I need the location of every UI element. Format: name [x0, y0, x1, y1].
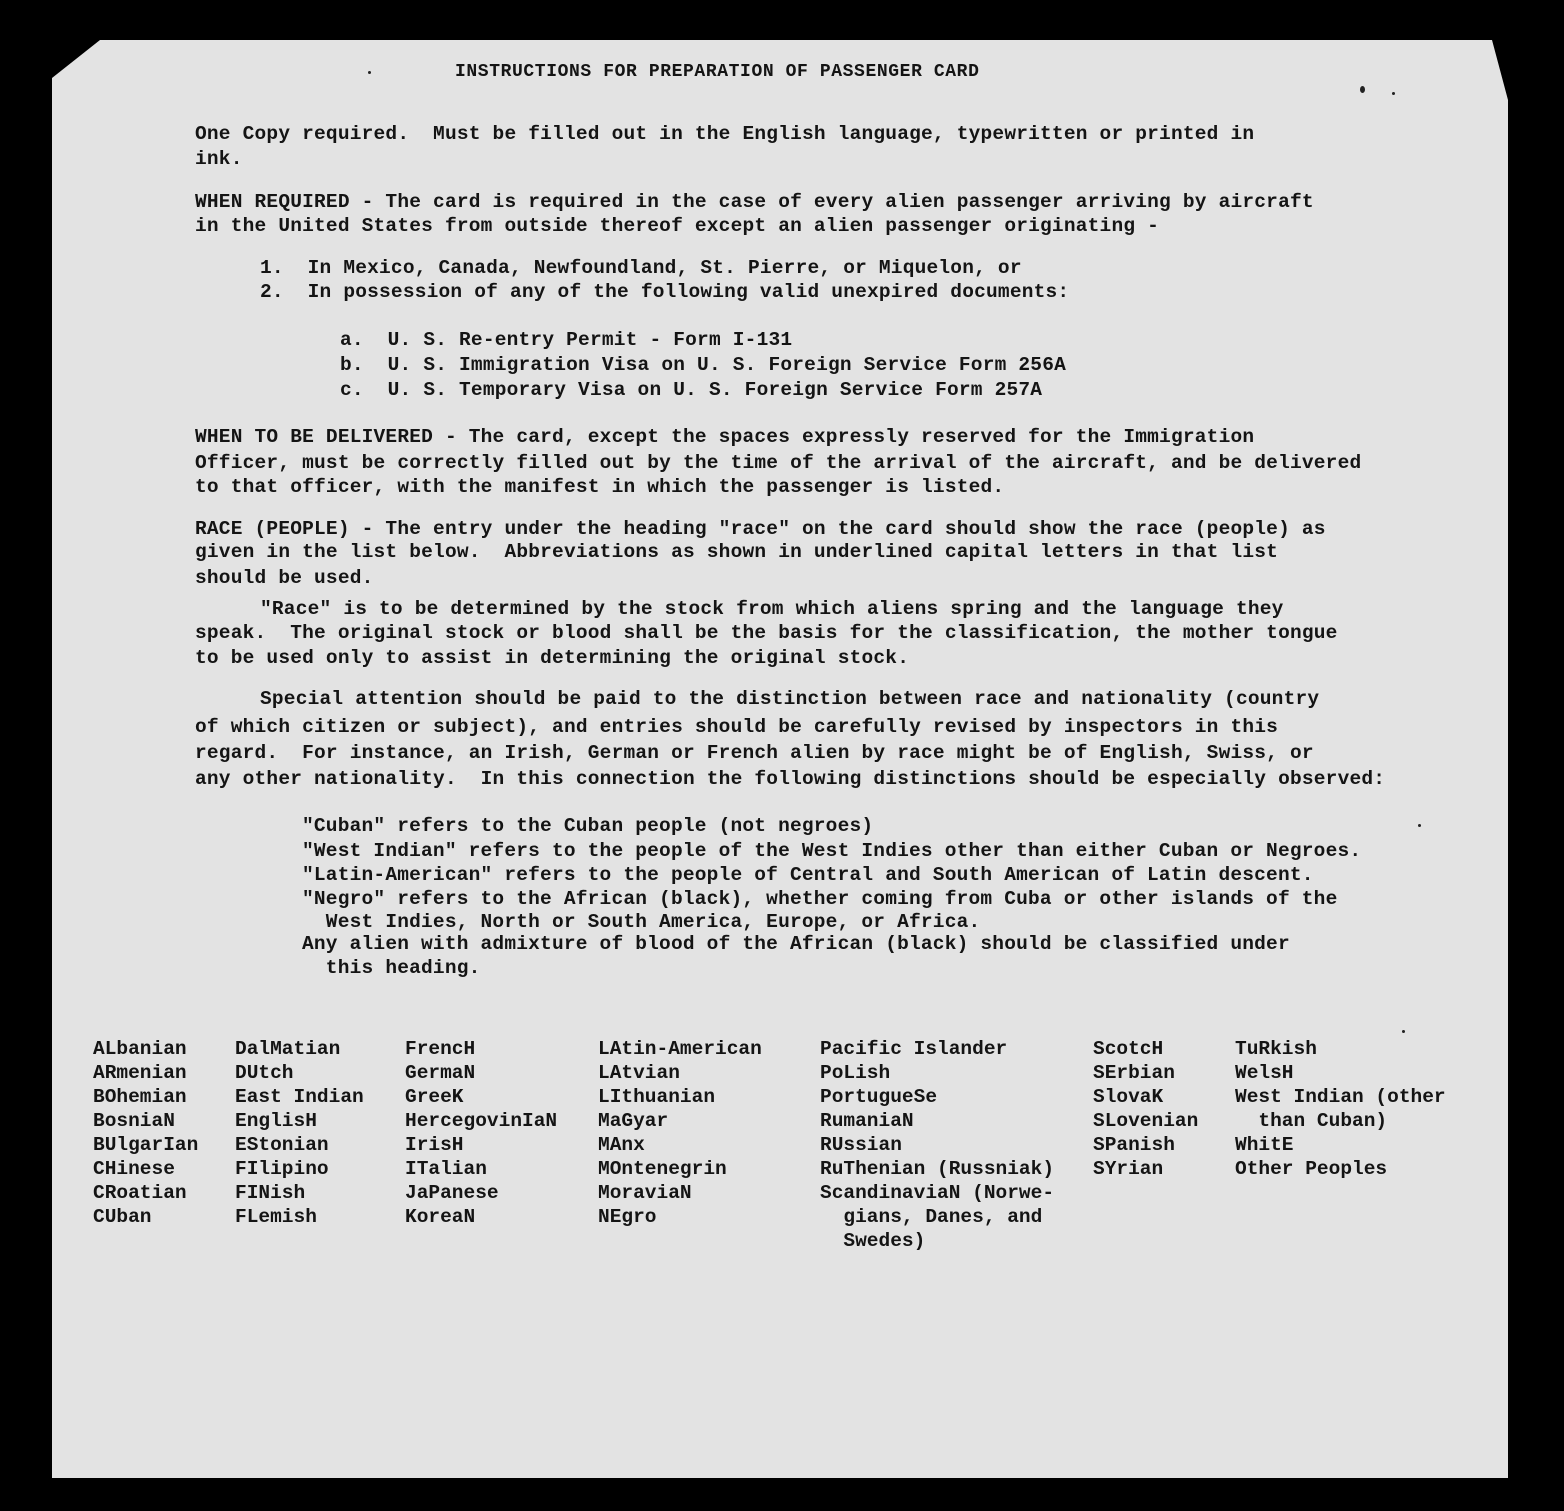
race-entry: SlovaK: [1093, 1086, 1164, 1108]
race-entry: EnglisH: [235, 1110, 317, 1132]
race-entry: SPanish: [1093, 1134, 1175, 1156]
race-list-column-6: [1093, 1037, 1198, 1181]
race-determined-line-3: to be used only to assist in determining the original stock.: [195, 647, 910, 669]
race-entry: EStonian: [235, 1134, 329, 1156]
special-attention-line-3: regard. For instance, an Irish, German or French alien by race might be of English, Swiss, or: [195, 742, 1314, 764]
originating-item-1: 1. In Mexico, Canada, Newfoundland, St. Pierre, or Miquelon, or: [260, 257, 1022, 279]
race-entry: Other Peoples: [1235, 1158, 1388, 1180]
distinction-line-1: "Cuban" refers to the Cuban people (not negroes): [302, 815, 874, 837]
race-entry: GermaN: [405, 1062, 476, 1084]
race-entry: BosniaN: [93, 1110, 175, 1132]
scan-speck: [1392, 92, 1395, 95]
distinction-line-2: "West Indian" refers to the people of the West Indies other than either Cuban or Negroes.: [302, 840, 1362, 862]
race-list-column-4: [598, 1037, 762, 1229]
race-line-1: RACE (PEOPLE) - The entry under the heading "race" on the card should show the race (people) as: [195, 518, 1326, 540]
race-entry: West Indian (other: [1235, 1086, 1446, 1108]
race-entry: ITalian: [405, 1158, 487, 1180]
race-entry: NEgro: [598, 1206, 657, 1228]
document-item-c: c. U. S. Temporary Visa on U. S. Foreign Service Form 257A: [340, 379, 1043, 401]
race-entry: RUssian: [820, 1134, 902, 1156]
race-entry: East Indian: [235, 1086, 364, 1108]
race-entry: MoraviaN: [598, 1182, 692, 1204]
race-entry: ScotcH: [1093, 1038, 1164, 1060]
race-entry: IrisH: [405, 1134, 464, 1156]
originating-item-2: 2. In possession of any of the following valid unexpired documents:: [260, 281, 1070, 303]
race-entry: SYrian: [1093, 1158, 1164, 1180]
document-item-a: a. U. S. Re-entry Permit - Form I-131: [340, 329, 793, 351]
race-entry: ALbanian: [93, 1038, 187, 1060]
race-entry: CRoatian: [93, 1182, 187, 1204]
race-entry: LAtin-American: [598, 1038, 762, 1060]
when-delivered-line-3: to that officer, with the manifest in which the passenger is listed.: [195, 476, 1005, 498]
race-list-column-3: [405, 1037, 557, 1229]
scan-speck: [1402, 1030, 1405, 1033]
when-required-line-2: in the United States from outside thereof except an alien passenger originating -: [195, 215, 1160, 237]
race-entry: Pacific Islander: [820, 1038, 1008, 1060]
race-entry: BOhemian: [93, 1086, 187, 1108]
intro-line-1: One Copy required. Must be filled out in the English language, typewritten or printed in: [195, 123, 1255, 145]
race-entry: JaPanese: [405, 1182, 499, 1204]
special-attention-line-4: any other nationality. In this connection the following distinctions should be especially observed:: [195, 768, 1386, 790]
race-list-column-2: [235, 1037, 364, 1229]
race-entry: Swedes): [820, 1230, 926, 1252]
when-required-line-1: WHEN REQUIRED - The card is required in the case of every alien passenger arriving by aircraft: [195, 191, 1314, 213]
race-entry: BUlgarIan: [93, 1134, 199, 1156]
scan-speck: [1360, 86, 1365, 93]
race-entry: DalMatian: [235, 1038, 341, 1060]
document-title: INSTRUCTIONS FOR PREPARATION OF PASSENGER CARD: [455, 62, 980, 82]
race-list-column-5: [820, 1037, 1054, 1253]
race-entry: ScandinaviaN (Norwe-: [820, 1182, 1055, 1204]
race-entry: MAnx: [598, 1134, 645, 1156]
race-determined-line-1: "Race" is to be determined by the stock from which aliens spring and the language they: [260, 598, 1284, 620]
race-entry: PoLish: [820, 1062, 891, 1084]
distinction-line-4: "Negro" refers to the African (black), whether coming from Cuba or other islands of the: [302, 888, 1338, 910]
race-entry: SErbian: [1093, 1062, 1175, 1084]
race-entry: ARmenian: [93, 1062, 187, 1084]
race-entry: FINish: [235, 1182, 306, 1204]
special-attention-line-2: of which citizen or subject), and entries should be carefully revised by inspectors in this: [195, 716, 1279, 738]
race-entry: MOntenegrin: [598, 1158, 727, 1180]
distinction-line-5: West Indies, North or South America, Europe, or Africa.: [302, 911, 981, 933]
race-entry: PortugueSe: [820, 1086, 938, 1108]
scan-speck: [1418, 824, 1421, 827]
race-entry: RumaniaN: [820, 1110, 914, 1132]
scan-speck: [368, 71, 371, 74]
race-entry: gians, Danes, and: [820, 1206, 1043, 1228]
intro-line-2: ink.: [195, 148, 243, 170]
race-entry: FLemish: [235, 1206, 317, 1228]
when-delivered-line-1: WHEN TO BE DELIVERED - The card, except the spaces expressly reserved for the Immigration: [195, 426, 1255, 448]
race-entry: FIlipino: [235, 1158, 329, 1180]
special-attention-line-1: Special attention should be paid to the distinction between race and nationality (country: [260, 688, 1320, 710]
document-item-b: b. U. S. Immigration Visa on U. S. Foreign Service Form 256A: [340, 354, 1067, 376]
race-entry: HercegovinIaN: [405, 1110, 558, 1132]
race-entry: WelsH: [1235, 1062, 1294, 1084]
race-line-2: given in the list below. Abbreviations as shown in underlined capital letters in that list: [195, 541, 1279, 563]
race-entry: LAtvian: [598, 1062, 680, 1084]
race-entry: FrencH: [405, 1038, 476, 1060]
race-entry: RuThenian (Russniak): [820, 1158, 1055, 1180]
race-entry: TuRkish: [1235, 1038, 1317, 1060]
race-list-column-1: [93, 1037, 198, 1229]
distinction-line-3: "Latin-American" refers to the people of Central and South American of Latin descent.: [302, 864, 1314, 886]
race-list-column-7: [1235, 1037, 1446, 1181]
race-entry: KoreaN: [405, 1206, 476, 1228]
race-entry: WhitE: [1235, 1134, 1294, 1156]
race-line-3: should be used.: [195, 567, 374, 589]
race-entry: MaGyar: [598, 1110, 669, 1132]
race-entry: SLovenian: [1093, 1110, 1199, 1132]
race-entry: GreeK: [405, 1086, 464, 1108]
race-entry: CUban: [93, 1206, 152, 1228]
when-delivered-line-2: Officer, must be correctly filled out by the time of the arrival of the aircraft, and be delivered: [195, 452, 1362, 474]
race-determined-line-2: speak. The original stock or blood shall be the basis for the classification, the mother tongue: [195, 622, 1338, 644]
race-entry: CHinese: [93, 1158, 175, 1180]
distinction-line-7: this heading.: [302, 957, 481, 979]
race-entry: DUtch: [235, 1062, 294, 1084]
race-entry: than Cuban): [1235, 1110, 1388, 1132]
distinction-line-6: Any alien with admixture of blood of the African (black) should be classified under: [302, 933, 1290, 955]
race-entry: LIthuanian: [598, 1086, 716, 1108]
